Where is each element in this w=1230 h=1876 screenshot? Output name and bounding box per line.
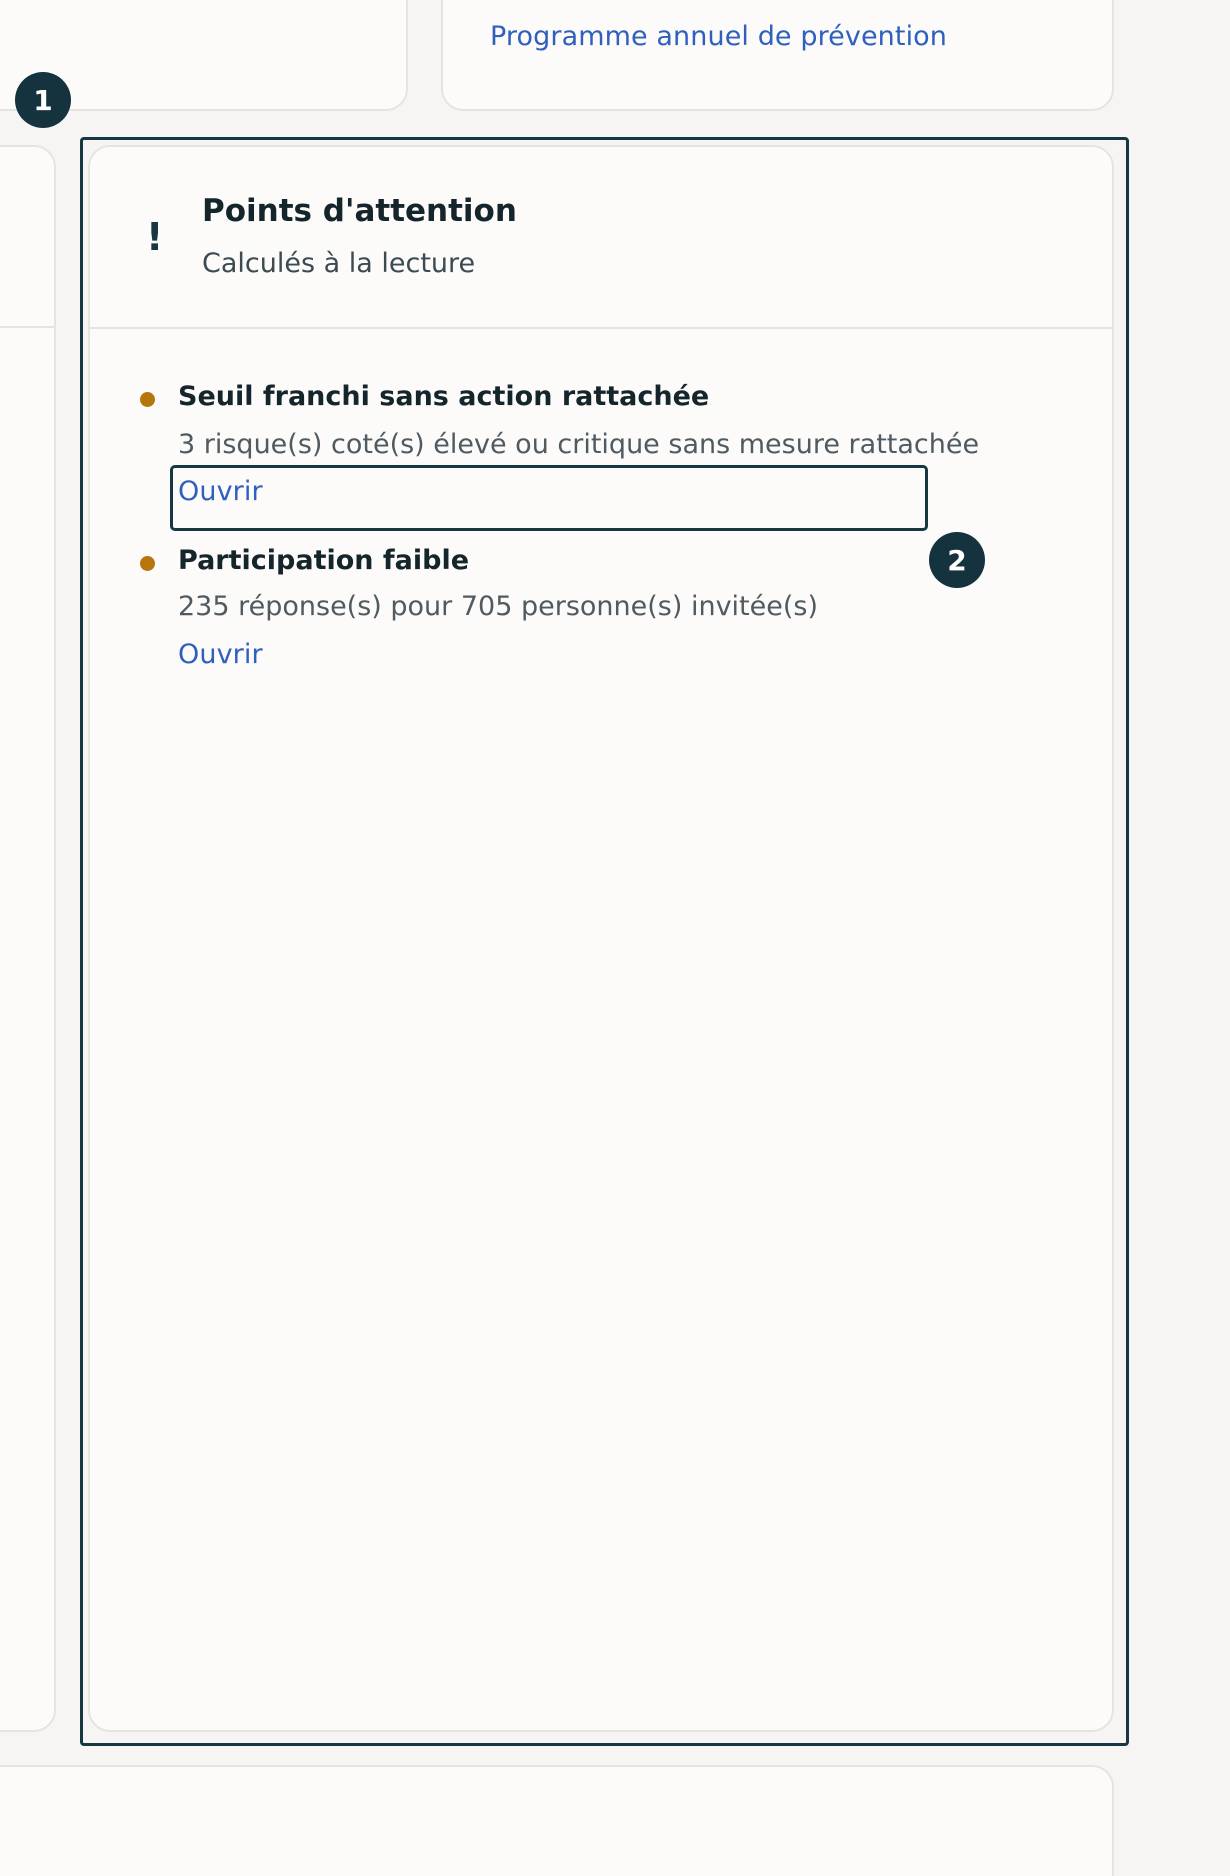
attention-item-description: 3 risque(s) coté(s) élevé ou critique sans mesure rattachée bbox=[178, 429, 980, 460]
open-threshold-link[interactable]: Ouvrir bbox=[178, 476, 263, 507]
attention-item-description: 235 réponse(s) pour 705 personne(s) invitée(s) bbox=[178, 591, 818, 622]
link-highlight-frame bbox=[170, 465, 928, 531]
attention-panel-title: Points d'attention bbox=[202, 193, 517, 229]
top-right-card bbox=[441, 0, 1114, 111]
open-participation-link[interactable]: Ouvrir bbox=[178, 639, 263, 670]
bottom-card bbox=[0, 1765, 1114, 1876]
attention-item-title: Seuil franchi sans action rattachée bbox=[178, 381, 710, 412]
step-badge-1: 1 bbox=[15, 72, 71, 128]
attention-panel-subtitle: Calculés à la lecture bbox=[202, 248, 476, 279]
step-badge-2: 2 bbox=[929, 532, 985, 588]
left-card-divider bbox=[0, 326, 54, 328]
left-card bbox=[0, 145, 56, 1732]
annual-prevention-program-link[interactable]: Programme annuel de prévention bbox=[490, 21, 948, 52]
panel-highlight-frame bbox=[80, 137, 1129, 1746]
attention-item-title: Participation faible bbox=[178, 545, 470, 576]
exclamation-icon: ! bbox=[146, 215, 164, 259]
